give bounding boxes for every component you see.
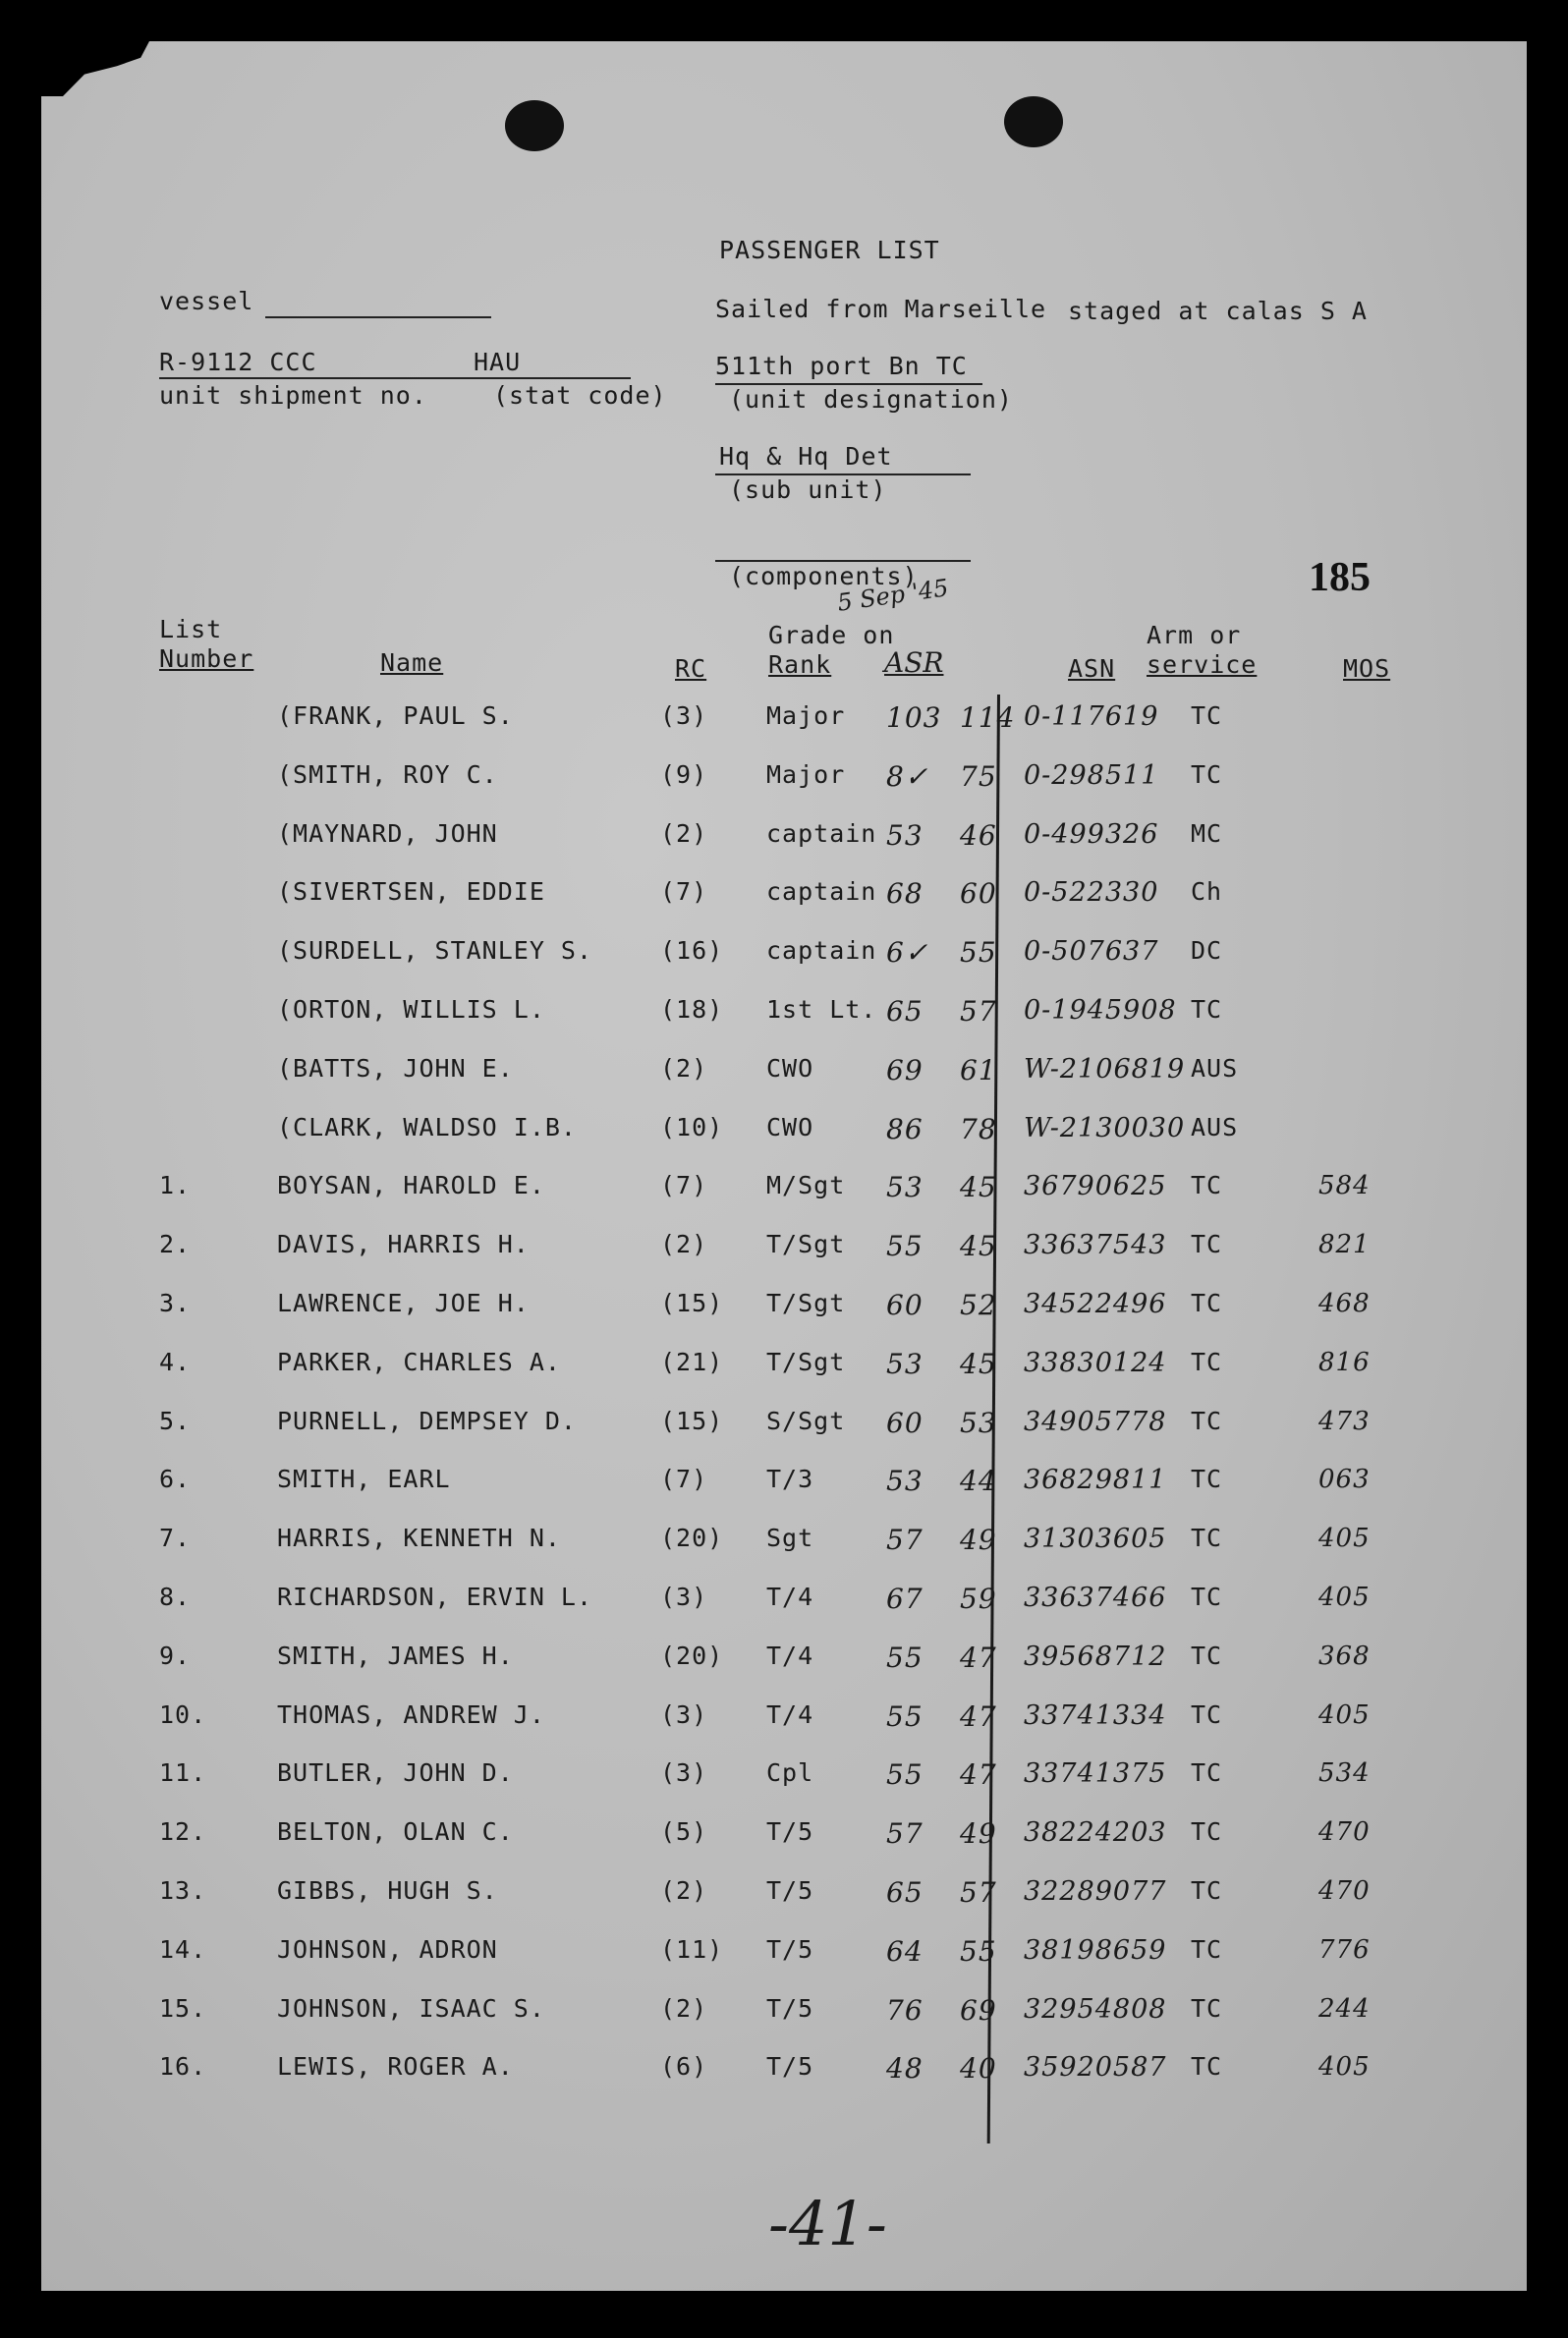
- asn-value: 33741334: [1024, 1699, 1167, 1731]
- list-number: 11.: [159, 1758, 207, 1788]
- list-number: 12.: [159, 1817, 207, 1847]
- stat-code-label: (stat code): [493, 381, 667, 410]
- rc-value: (18): [660, 995, 724, 1024]
- passenger-name: (MAYNARD, JOHN: [277, 818, 498, 848]
- asr-handwritten-total: 53: [886, 818, 924, 852]
- asr-handwritten-score: 44: [960, 1465, 997, 1498]
- asr-handwritten-score: 69: [960, 1993, 997, 2027]
- arm-service-value: TC: [1191, 1524, 1223, 1553]
- rc-value: (10): [660, 1112, 724, 1141]
- torn-corner: [41, 41, 149, 96]
- mos-value: 405: [1318, 1583, 1371, 1612]
- asn-value: 0-298511: [1024, 759, 1159, 791]
- mos-value: 405: [1318, 1524, 1371, 1554]
- asn-value: 0-522330: [1024, 877, 1159, 909]
- arm-service-value: TC: [1191, 1817, 1223, 1847]
- asn-value: 36790625: [1024, 1171, 1167, 1202]
- passenger-name: (ORTON, WILLIS L.: [277, 995, 545, 1024]
- asr-handwritten-total: 53: [886, 1465, 924, 1498]
- vessel-underline: [265, 316, 491, 318]
- asr-handwritten-score: 60: [960, 877, 997, 911]
- asr-handwritten-total: 57: [886, 1817, 924, 1851]
- rank-value: T/Sgt: [766, 1289, 846, 1317]
- table-row: [41, 760, 1527, 800]
- asr-handwritten-total: 68: [886, 877, 924, 911]
- shipment-underline: [159, 377, 631, 379]
- table-row: [41, 1465, 1527, 1504]
- rank-value: T/Sgt: [766, 1347, 846, 1376]
- arm-service-value: TC: [1191, 2052, 1223, 2082]
- arm-service-value: MC: [1191, 818, 1223, 848]
- stat-code-value: HAU: [474, 348, 522, 376]
- list-number: 1.: [159, 1171, 192, 1200]
- asn-value: 0-507637: [1024, 936, 1159, 968]
- arm-service-value: Ch: [1191, 877, 1223, 907]
- sailed-from: Sailed from Marseille: [715, 295, 1047, 323]
- asn-value: 32289077: [1024, 1876, 1167, 1907]
- passenger-name: SMITH, EARL: [277, 1465, 451, 1494]
- table-row: [41, 1935, 1527, 1975]
- asr-handwritten-score: 55: [960, 936, 997, 970]
- asr-handwritten-score: 53: [960, 1406, 997, 1439]
- table-row: [41, 1994, 1527, 2033]
- asr-handwritten-score: 52: [960, 1289, 997, 1321]
- passenger-name: DAVIS, HARRIS H.: [277, 1230, 530, 1259]
- asr-handwritten-score: 114: [960, 701, 1016, 734]
- asr-handwritten-total: 60: [886, 1406, 924, 1439]
- asr-handwritten-total: 86: [886, 1112, 924, 1145]
- vessel-label: vessel: [159, 287, 254, 315]
- table-row: [41, 936, 1527, 975]
- table-row: [41, 877, 1527, 917]
- asr-handwritten-total: 65: [886, 1876, 924, 1909]
- punch-hole-left: [505, 100, 564, 151]
- asr-handwritten-score: 61: [960, 1053, 997, 1086]
- mos-value: 244: [1318, 1993, 1371, 2024]
- table-row: [41, 995, 1527, 1034]
- list-number: 2.: [159, 1230, 192, 1259]
- rc-value: (16): [660, 936, 724, 966]
- passenger-name: BUTLER, JOHN D.: [277, 1758, 514, 1788]
- passenger-name: SMITH, JAMES H.: [277, 1641, 514, 1670]
- arm-service-value: TC: [1191, 759, 1223, 789]
- mos-value: 821: [1318, 1230, 1371, 1260]
- rank-value: T/5: [766, 2052, 814, 2082]
- list-number: 3.: [159, 1289, 192, 1317]
- rank-value: T/3: [766, 1465, 814, 1494]
- arm-service-value: TC: [1191, 1993, 1223, 2023]
- mos-value: 534: [1318, 1758, 1371, 1789]
- col-arm-1: Arm or: [1147, 621, 1242, 649]
- table-row: [41, 1524, 1527, 1563]
- asn-value: 33637466: [1024, 1583, 1167, 1613]
- rc-value: (11): [660, 1934, 724, 1964]
- rc-value: (7): [660, 1171, 708, 1200]
- asn-value: 34522496: [1024, 1289, 1167, 1319]
- mos-value: 405: [1318, 2052, 1371, 2083]
- arm-service-value: TC: [1191, 1347, 1223, 1376]
- arm-service-value: DC: [1191, 936, 1223, 966]
- asr-handwritten-total: 55: [886, 1758, 924, 1792]
- components-label: (components): [729, 562, 919, 590]
- rank-value: T/5: [766, 1876, 814, 1905]
- rc-value: (20): [660, 1524, 724, 1553]
- mos-value: 473: [1318, 1406, 1371, 1436]
- list-number: 7.: [159, 1524, 192, 1553]
- passenger-name: LAWRENCE, JOE H.: [277, 1289, 530, 1317]
- asr-handwritten-total: 65: [886, 995, 924, 1028]
- rc-value: (2): [660, 1053, 708, 1083]
- arm-service-value: TC: [1191, 1934, 1223, 1964]
- asn-value: 35920587: [1024, 2052, 1167, 2084]
- handwritten-date: 5 Sep '45: [835, 574, 951, 617]
- asn-value: 33830124: [1024, 1347, 1167, 1378]
- unit-shipment-label: unit shipment no.: [159, 381, 427, 410]
- passenger-name: (BATTS, JOHN E.: [277, 1053, 514, 1083]
- table-row: [41, 1583, 1527, 1622]
- sub-unit-label: (sub unit): [729, 475, 887, 504]
- rank-value: T/5: [766, 1934, 814, 1964]
- rank-value: captain: [766, 818, 877, 848]
- col-grade-1: Grade on: [768, 621, 895, 649]
- rc-value: (3): [660, 1699, 708, 1729]
- asr-handwritten-total: 57: [886, 1524, 924, 1557]
- unit-designation-label: (unit designation): [729, 385, 1013, 414]
- document-title: PASSENGER LIST: [719, 236, 940, 264]
- arm-service-value: TC: [1191, 1758, 1223, 1788]
- asr-handwritten-total: 76: [886, 1993, 924, 2027]
- asr-handwritten-total: 55: [886, 1699, 924, 1733]
- table-row: [41, 1642, 1527, 1681]
- passenger-name: (CLARK, WALDSO I.B.: [277, 1112, 577, 1141]
- rank-value: Major: [766, 759, 846, 789]
- asr-handwritten-total: 55: [886, 1230, 924, 1263]
- asr-handwritten-score: 49: [960, 1524, 997, 1557]
- rc-value: (9): [660, 759, 708, 789]
- passenger-name: (FRANK, PAUL S.: [277, 701, 514, 730]
- rc-value: (7): [660, 1465, 708, 1494]
- asr-handwritten-score: 57: [960, 1876, 997, 1909]
- rank-value: Cpl: [766, 1758, 814, 1788]
- rc-value: (2): [660, 1230, 708, 1259]
- asr-handwritten-score: 47: [960, 1641, 997, 1674]
- passenger-name: JOHNSON, ISAAC S.: [277, 1993, 545, 2023]
- asr-handwritten-total: 67: [886, 1583, 924, 1615]
- rank-value: T/4: [766, 1641, 814, 1670]
- asn-value: 31303605: [1024, 1524, 1167, 1555]
- asr-handwritten-score: 59: [960, 1583, 997, 1615]
- asr-handwritten-score: 46: [960, 818, 997, 852]
- rank-value: captain: [766, 936, 877, 966]
- rc-value: (2): [660, 818, 708, 848]
- arm-service-value: TC: [1191, 1583, 1223, 1611]
- col-asr: ASR: [884, 646, 944, 679]
- arm-service-value: TC: [1191, 1171, 1223, 1200]
- asr-handwritten-score: 57: [960, 995, 997, 1028]
- list-number: 8.: [159, 1583, 192, 1611]
- table-row: [41, 1817, 1527, 1857]
- passenger-name: BELTON, OLAN C.: [277, 1817, 514, 1847]
- asn-value: W-2106819: [1024, 1053, 1186, 1085]
- passenger-name: PURNELL, DEMPSEY D.: [277, 1406, 577, 1435]
- asr-handwritten-total: 64: [886, 1934, 924, 1968]
- list-number: 10.: [159, 1699, 207, 1729]
- rank-value: T/5: [766, 1817, 814, 1847]
- rc-value: (20): [660, 1641, 724, 1670]
- col-arm-2: service: [1147, 650, 1258, 679]
- arm-service-value: TC: [1191, 1699, 1223, 1729]
- asr-handwritten-score: 40: [960, 2052, 997, 2086]
- rank-value: M/Sgt: [766, 1171, 846, 1200]
- col-list-number-1: List: [159, 615, 223, 643]
- passenger-name: (SURDELL, STANLEY S.: [277, 936, 593, 966]
- asr-handwritten-score: 78: [960, 1112, 997, 1145]
- table-row: [41, 1407, 1527, 1446]
- table-row: [41, 1876, 1527, 1916]
- arm-service-value: AUS: [1191, 1053, 1239, 1083]
- list-number: 14.: [159, 1934, 207, 1964]
- arm-service-value: TC: [1191, 701, 1223, 730]
- arm-service-value: TC: [1191, 1406, 1223, 1435]
- rc-value: (5): [660, 1817, 708, 1847]
- rank-value: Sgt: [766, 1524, 814, 1553]
- asr-handwritten-score: 49: [960, 1817, 997, 1851]
- rc-value: (3): [660, 1758, 708, 1788]
- table-row: [41, 1230, 1527, 1269]
- col-grade-2: Rank: [768, 650, 832, 679]
- asr-handwritten-score: 55: [960, 1934, 997, 1968]
- document-page: [41, 41, 1527, 2291]
- col-asn: ASN: [1068, 654, 1116, 683]
- mos-value: 063: [1318, 1465, 1371, 1495]
- page-number: 185: [1309, 555, 1371, 600]
- list-number: 16.: [159, 2052, 207, 2082]
- rc-value: (6): [660, 2052, 708, 2082]
- list-number: 6.: [159, 1465, 192, 1494]
- rank-value: 1st Lt.: [766, 995, 877, 1024]
- rc-value: (15): [660, 1289, 724, 1317]
- passenger-name: (SMITH, ROY C.: [277, 759, 498, 789]
- rank-value: CWO: [766, 1112, 814, 1141]
- arm-service-value: TC: [1191, 995, 1223, 1024]
- table-row: [41, 819, 1527, 859]
- asn-value: W-2130030: [1024, 1112, 1186, 1143]
- asn-value: 32954808: [1024, 1993, 1167, 2025]
- passenger-name: PARKER, CHARLES A.: [277, 1347, 561, 1376]
- list-number: 9.: [159, 1641, 192, 1670]
- unit-designation-value: 511th port Bn TC: [715, 352, 968, 380]
- arm-service-value: AUS: [1191, 1112, 1239, 1141]
- table-row: [41, 1171, 1527, 1210]
- asr-handwritten-score: 75: [960, 759, 997, 793]
- passenger-name: LEWIS, ROGER A.: [277, 2052, 514, 2082]
- rc-value: (2): [660, 1993, 708, 2023]
- rc-value: (21): [660, 1347, 724, 1376]
- punch-hole-right: [1004, 96, 1063, 147]
- asr-handwritten-total: 6✓: [886, 936, 929, 970]
- asn-value: 33741375: [1024, 1758, 1167, 1790]
- rank-value: S/Sgt: [766, 1406, 846, 1435]
- arm-service-value: TC: [1191, 1465, 1223, 1494]
- rank-value: T/4: [766, 1583, 814, 1611]
- rank-value: CWO: [766, 1053, 814, 1083]
- asr-handwritten-total: 53: [886, 1171, 924, 1204]
- asr-handwritten-total: 103: [886, 701, 942, 734]
- passenger-name: BOYSAN, HAROLD E.: [277, 1171, 545, 1200]
- asr-handwritten-score: 45: [960, 1171, 997, 1204]
- mos-value: 470: [1318, 1876, 1371, 1906]
- rank-value: captain: [766, 877, 877, 907]
- arm-service-value: TC: [1191, 1876, 1223, 1905]
- passenger-name: THOMAS, ANDREW J.: [277, 1699, 545, 1729]
- footer-page-number: -41-: [768, 2188, 887, 2259]
- col-mos: MOS: [1343, 654, 1391, 683]
- table-row: [41, 1700, 1527, 1740]
- table-row: [41, 701, 1527, 741]
- rank-value: T/4: [766, 1699, 814, 1729]
- col-list-number-2: Number: [159, 644, 254, 673]
- asr-handwritten-total: 69: [886, 1053, 924, 1086]
- list-number: 15.: [159, 1993, 207, 2023]
- shipment-number: R-9112 CCC: [159, 348, 317, 376]
- asn-value: 0-1945908: [1024, 995, 1177, 1026]
- asn-value: 38224203: [1024, 1817, 1167, 1849]
- rank-value: T/Sgt: [766, 1230, 846, 1259]
- rc-value: (2): [660, 1876, 708, 1905]
- asr-handwritten-total: 55: [886, 1641, 924, 1674]
- mos-value: 368: [1318, 1641, 1371, 1671]
- col-name: Name: [380, 648, 444, 677]
- passenger-name: (SIVERTSEN, EDDIE: [277, 877, 545, 907]
- table-row: [41, 1758, 1527, 1798]
- passenger-name: RICHARDSON, ERVIN L.: [277, 1583, 593, 1611]
- arm-service-value: TC: [1191, 1230, 1223, 1259]
- asr-handwritten-score: 45: [960, 1230, 997, 1263]
- asr-handwritten-total: 60: [886, 1289, 924, 1321]
- asn-value: 0-499326: [1024, 818, 1159, 850]
- list-number: 5.: [159, 1406, 192, 1435]
- arm-service-value: TC: [1191, 1289, 1223, 1317]
- rc-value: (3): [660, 1583, 708, 1611]
- mos-value: 776: [1318, 1934, 1371, 1965]
- asr-handwritten-total: 48: [886, 2052, 924, 2086]
- rc-value: (15): [660, 1406, 724, 1435]
- asn-value: 38198659: [1024, 1934, 1167, 1966]
- list-number: 4.: [159, 1347, 192, 1376]
- asn-value: 34905778: [1024, 1406, 1167, 1437]
- table-row: [41, 1113, 1527, 1152]
- asr-handwritten-score: 47: [960, 1699, 997, 1733]
- asr-handwritten-score: 45: [960, 1347, 997, 1380]
- asr-handwritten-total: 53: [886, 1347, 924, 1380]
- col-rc: RC: [675, 654, 707, 683]
- rank-value: T/5: [766, 1993, 814, 2023]
- list-number: 13.: [159, 1876, 207, 1905]
- table-row: [41, 1054, 1527, 1093]
- passenger-name: JOHNSON, ADRON: [277, 1934, 498, 1964]
- asr-handwritten-score: 47: [960, 1758, 997, 1792]
- passenger-name: GIBBS, HUGH S.: [277, 1876, 498, 1905]
- table-row: [41, 2052, 1527, 2091]
- asn-value: 33637543: [1024, 1230, 1167, 1261]
- asn-value: 0-117619: [1024, 701, 1159, 732]
- mos-value: 405: [1318, 1699, 1371, 1730]
- mos-value: 470: [1318, 1817, 1371, 1848]
- asr-handwritten-total: 8✓: [886, 759, 929, 793]
- mos-value: 468: [1318, 1289, 1371, 1318]
- staged-at: staged at calas S A: [1068, 297, 1368, 325]
- table-row: [41, 1289, 1527, 1328]
- mos-value: 584: [1318, 1171, 1371, 1201]
- passenger-name: HARRIS, KENNETH N.: [277, 1524, 561, 1553]
- sub-unit-value: Hq & Hq Det: [719, 442, 893, 471]
- rc-value: (7): [660, 877, 708, 907]
- mos-value: 816: [1318, 1347, 1371, 1377]
- asn-value: 39568712: [1024, 1641, 1167, 1672]
- rank-value: Major: [766, 701, 846, 730]
- table-row: [41, 1348, 1527, 1387]
- asn-value: 36829811: [1024, 1465, 1167, 1496]
- arm-service-value: TC: [1191, 1641, 1223, 1670]
- rc-value: (3): [660, 701, 708, 730]
